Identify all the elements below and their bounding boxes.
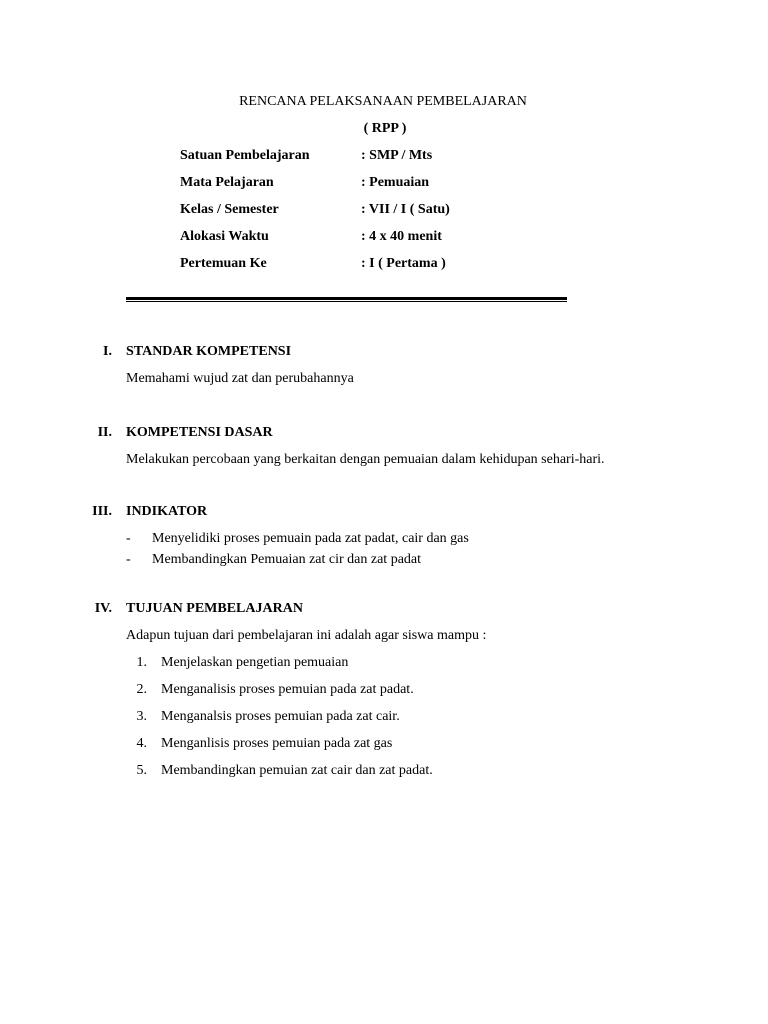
list-item-number: 2. [136,682,147,697]
info-value-mata-pelajaran: : Pemuaian [361,175,430,190]
bullet-item: Membandingkan Pemuaian zat cir dan zat padat [152,552,422,567]
section-number: I. [103,344,112,359]
header-divider-thick [126,297,567,300]
section-heading: STANDAR KOMPETENSI [126,344,292,359]
info-label-mata-pelajaran: Mata Pelajaran [180,175,274,190]
section-number: III. [92,504,112,519]
header-divider-thin [126,301,567,302]
info-value-pertemuan: : I ( Pertama ) [361,256,446,271]
section-number: II. [97,425,112,440]
list-item-number: 5. [136,763,147,778]
info-label-satuan: Satuan Pembelajaran [180,148,310,163]
info-label-kelas-semester: Kelas / Semester [180,202,279,217]
info-label-pertemuan: Pertemuan Ke [180,256,267,271]
section-heading: INDIKATOR [126,504,208,519]
info-value-alokasi-waktu: : 4 x 40 menit [361,229,442,244]
list-item-number: 3. [136,709,147,724]
list-item: Menganalisis proses pemuian pada zat padat. [161,682,414,697]
list-item-number: 4. [136,736,147,751]
bullet-marker: - [126,552,131,567]
list-item: Membandingkan pemuian zat cair dan zat padat. [161,763,433,778]
section-text: Adapun tujuan dari pembelajaran ini adalah agar siswa mampu : [126,628,487,643]
list-item: Menganlisis proses pemuian pada zat gas [161,736,393,751]
section-heading: KOMPETENSI DASAR [126,425,273,440]
document-subtitle [0,121,768,137]
section-number: IV. [94,601,112,616]
bullet-item: Menyelidiki proses pemuain pada zat padat, cair dan gas [152,531,469,546]
list-item: Menjelaskan pengetian pemuaian [161,655,349,670]
info-value-kelas-semester: : VII / I ( Satu) [361,202,450,217]
info-label-alokasi-waktu: Alokasi Waktu [180,229,269,244]
list-item-number: 1. [136,655,147,670]
list-item: Menganalsis proses pemuian pada zat cair. [161,709,400,724]
document-subtitle-text: ( RPP ) [363,121,407,136]
document-title-text: RENCANA PELAKSANAAN PEMBELAJARAN [239,94,527,109]
section-text: Melakukan percobaan yang berkaitan dengan pemuaian dalam kehidupan sehari-hari. [126,452,605,467]
section-text: Memahami wujud zat dan perubahannya [126,371,354,386]
info-value-satuan: : SMP / Mts [361,148,433,163]
section-heading: TUJUAN PEMBELAJARAN [126,601,303,616]
document-title [0,94,768,110]
bullet-marker: - [126,531,131,546]
